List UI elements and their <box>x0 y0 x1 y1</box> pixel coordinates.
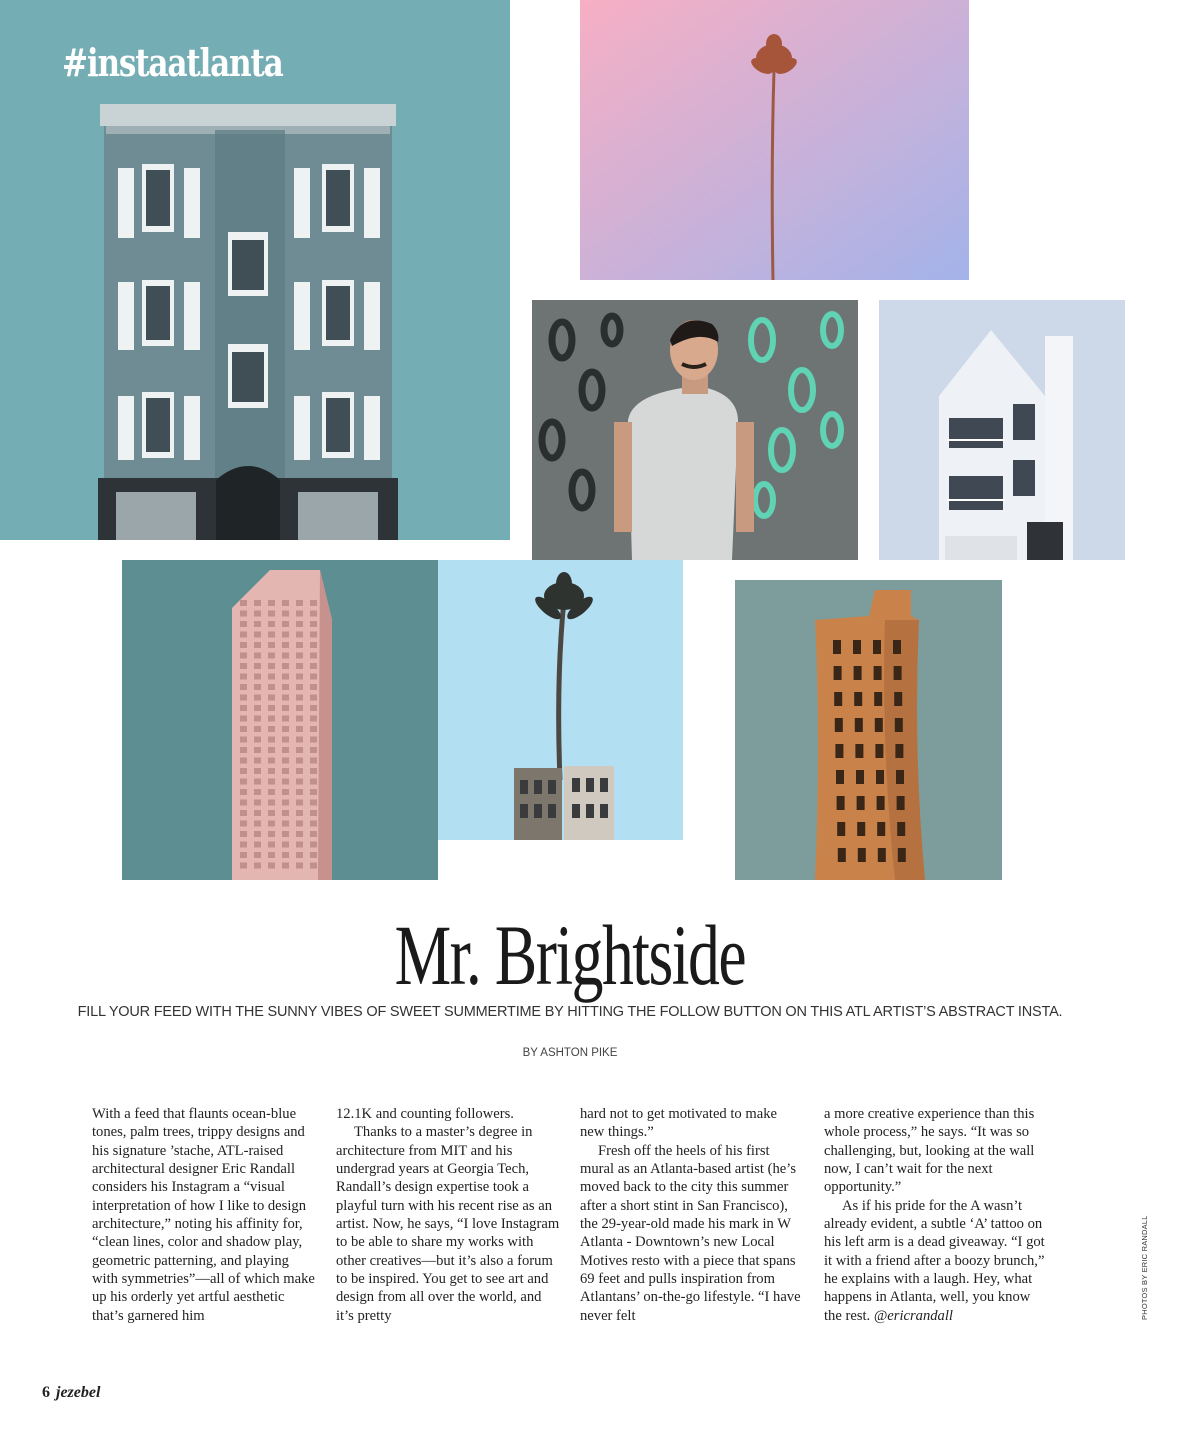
article-column-4 <box>824 1105 1048 1325</box>
paragraph: Thanks to a master’s degree in architecture from MIT and his undergrad years at Georgia Tech, Randall’s design expertise took a playful turn with his recent rise as an artist. Now, he says, “I love Instagram to be able to share my works with other creatives—but it’s also a forum to be inspired. You get to see art and design from all over the world, and it’s pretty <box>336 1124 560 1324</box>
article-column-2 <box>336 1105 560 1325</box>
photo-artist-portrait <box>532 300 858 560</box>
paragraph: Fresh off the heels of his first mural as an Atlanta-based artist (he’s moved back to the city this summer after a short stint in San Francisco), the 29-year-old made his mark in W Atlanta - Downtown’s new Local Motives resto with a piece that spans 69 feet and pulls inspiration from Atlantans’ on-the-go lifestyle. “I have never felt <box>580 1142 801 1324</box>
photo-white-gabled-house <box>879 300 1125 560</box>
paragraph: hard not to get motivated to make new things.” <box>580 1106 777 1141</box>
article-column-1 <box>92 1105 316 1325</box>
publication-name: jezebel <box>56 1384 101 1401</box>
paragraph-text: As if his pride for the A wasn’t already evident, a subtle ‘A’ tattoo on his left arm is a dead giveaway. “I got it with a friend after a boozy brunch,” he explains with a laugh. Hey, what happens in Atlanta, well, you know the rest. <box>824 1197 1045 1324</box>
instagram-handle[interactable]: @ericrandall <box>873 1307 953 1324</box>
paragraph <box>824 1197 1048 1325</box>
article-byline: BY ASHTON PIKE <box>522 1047 618 1059</box>
photo-brick-building <box>735 580 1002 880</box>
paragraph: 12.1K and counting followers. <box>336 1106 514 1122</box>
article-column-3 <box>580 1105 804 1325</box>
photo-pink-sky-palm <box>580 0 969 280</box>
page-folio <box>42 1384 100 1402</box>
photo-pink-tower <box>122 560 438 880</box>
paragraph: With a feed that flaunts ocean-blue tones, palm trees, trippy designs and his signature ’stache, ATL-raised architectural designer Eric Randall considers his Instagram a “visual interpretation of how I like to design architecture,” noting his affinity for, “clean lines, color and shadow play, geometric patterning, and playing with symmetries”—all of which make up his orderly yet artful aesthetic that’s garnered him <box>92 1106 315 1324</box>
article-dek: FILL YOUR FEED WITH THE SUNNY VIBES OF SWEET SUMMERTIME BY HITTING THE FOLLOW BUTTON ON THIS ATL ARTIST’S ABSTRACT INSTA. <box>77 1004 1063 1020</box>
photo-credit: PHOTOS BY ERIC RANDALL <box>1140 1215 1149 1320</box>
headline-text: Mr. Brightside <box>394 907 746 1003</box>
article-headline <box>0 905 1140 1005</box>
hashtag-title: #instaatlanta <box>62 40 283 85</box>
photo-palm-over-houses <box>438 560 683 840</box>
page-number: 6 <box>42 1384 50 1401</box>
paragraph: a more creative experience than this whole process,” he says. “It was so challenging, but, looking at the wall now, I can’t wait for the next opportunity.” <box>824 1106 1035 1196</box>
